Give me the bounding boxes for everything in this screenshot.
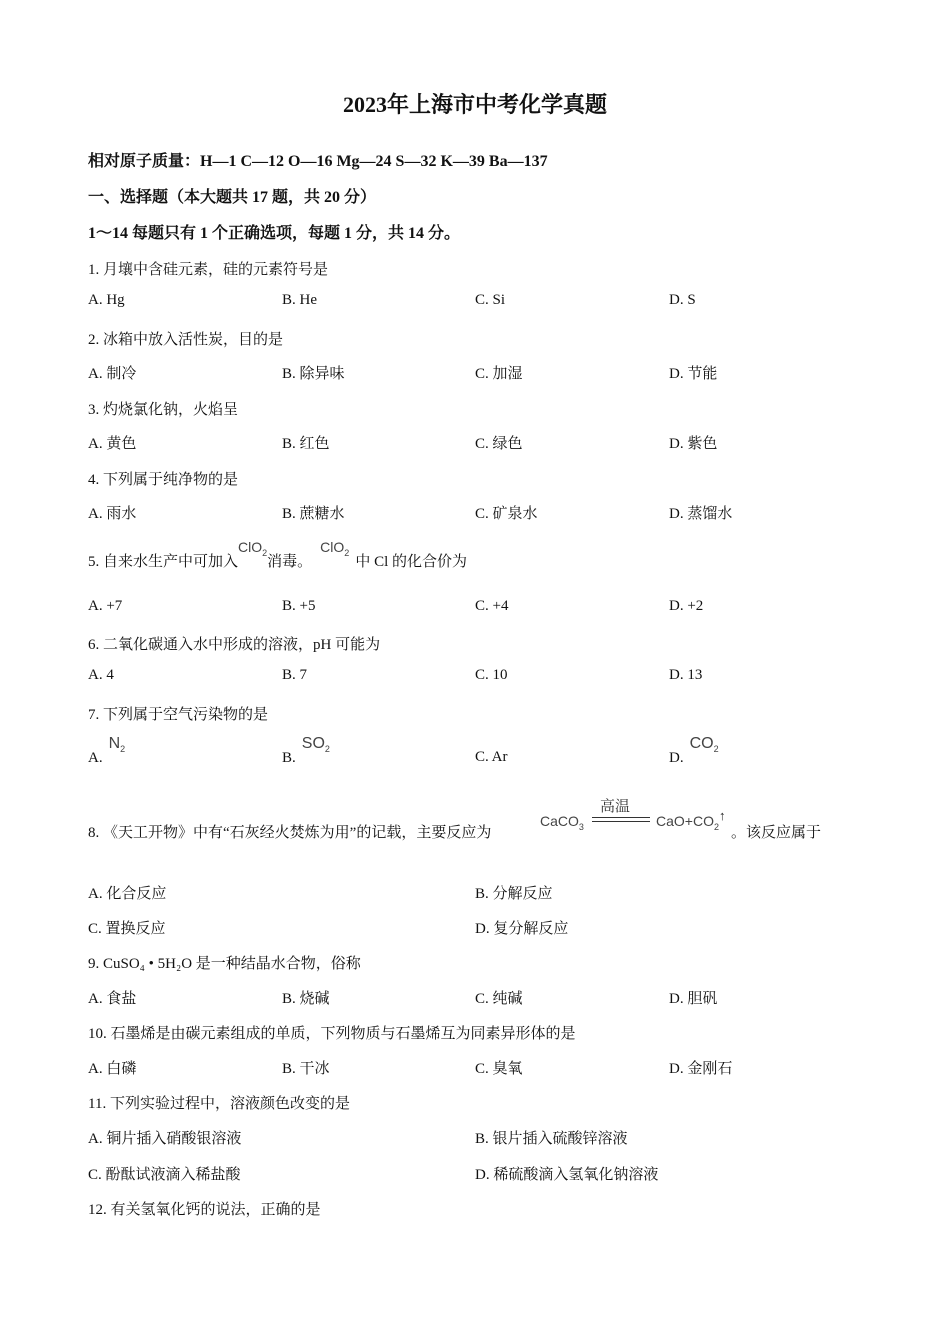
- gas-arrow-icon: ↑: [718, 808, 726, 823]
- chemical-formula: $CO_2$: [689, 735, 719, 754]
- option-b: B. +5: [282, 598, 316, 614]
- section-heading: 一、选择题（本大题共 17 题，共 20 分）: [88, 189, 377, 206]
- option-b: B. 烧碱: [282, 991, 330, 1007]
- question-stem: 11. 下列实验过程中，溶液颜色改变的是: [88, 1096, 350, 1112]
- option-b: B. 除异味: [282, 366, 345, 382]
- option-c: C. 酚酞试液滴入稀盐酸: [88, 1167, 241, 1183]
- option-d: D. 13: [669, 667, 703, 683]
- option-c: C. 矿泉水: [475, 506, 538, 522]
- option-d: D. 胆矾: [669, 991, 718, 1007]
- question-stem: 2. 冰箱中放入活性炭，目的是: [88, 332, 284, 348]
- option-a: A. Hg: [88, 292, 125, 308]
- option-a: A. 黄色: [88, 436, 137, 452]
- option-d: D. 金刚石: [669, 1061, 733, 1077]
- option-a: A. +7: [88, 598, 123, 614]
- question-stem: 4. 下列属于纯净物的是: [88, 472, 239, 488]
- option-d: D. 节能: [669, 366, 718, 382]
- reaction-condition: 高温: [600, 798, 631, 815]
- option-a: $A.N_2$: [88, 735, 126, 766]
- option-a: A. 化合反应: [88, 886, 167, 902]
- option-a: A. 制冷: [88, 366, 137, 382]
- question-stem: 6. 二氧化碳通入水中形成的溶液，pH 可能为: [88, 637, 381, 653]
- question-stem: 3. 灼烧氯化钠，火焰呈: [88, 402, 239, 418]
- stem-text: 消毒。: [267, 554, 313, 570]
- option-d: D. S: [669, 292, 696, 308]
- option-c: C. +4: [475, 598, 509, 614]
- option-d: D. 复分解反应: [475, 921, 569, 937]
- chemical-formula: $SO_2$: [301, 735, 330, 754]
- option-a: A. 雨水: [88, 506, 137, 522]
- option-d: D. 稀硫酸滴入氢氧化钠溶液: [475, 1167, 659, 1183]
- option-c: C. Ar: [475, 749, 508, 765]
- option-d: D. +2: [669, 598, 704, 614]
- option-b: B. 红色: [282, 436, 330, 452]
- question-stem: 9. CuSO₄ • 5H₂O 是一种结晶水合物，俗称: [88, 956, 361, 972]
- option-c: C. 绿色: [475, 436, 523, 452]
- question-stem: [88, 539, 467, 572]
- option-d: D. 紫色: [669, 436, 718, 452]
- stem-text: 。该反应属于: [731, 825, 822, 841]
- chemical-formula: $N_2$: [108, 735, 126, 754]
- option-a: A. 食盐: [88, 991, 137, 1007]
- option-b: B. 银片插入硫酸锌溶液: [475, 1131, 628, 1147]
- option-b: $B.SO_2$: [282, 735, 330, 766]
- chemical-formula: ClO$_2$: [320, 539, 350, 558]
- stem-text: 中 Cl 的化合价为: [355, 554, 467, 570]
- question-stem: 12. 有关氢氧化钙的说法，正确的是: [88, 1202, 321, 1218]
- chemical-formula: ClO$_2$: [238, 539, 268, 558]
- question-stem: 1. 月壤中含硅元素，硅的元素符号是: [88, 262, 329, 278]
- option-b: B. 分解反应: [475, 886, 553, 902]
- option-b: B. He: [282, 292, 317, 308]
- option-d: D. 蒸馏水: [669, 506, 733, 522]
- option-b: B. 蔗糖水: [282, 506, 345, 522]
- reaction-equals-sign: [592, 817, 650, 822]
- option-c: C. 纯碱: [475, 991, 523, 1007]
- option-a: A. 4: [88, 667, 114, 683]
- sub-heading: 1～14 每题只有 1 个正确选项，每题 1 分，共 14 分。: [88, 225, 461, 242]
- reactant-formula: CaCO$_3$: [540, 813, 584, 832]
- option-a: A. 铜片插入硝酸银溶液: [88, 1131, 242, 1147]
- option-b: B. 干冰: [282, 1061, 330, 1077]
- option-c: C. 置换反应: [88, 921, 166, 937]
- question-stem: 7. 下列属于空气污染物的是: [88, 707, 269, 723]
- page-title: 2023年上海市中考化学真题: [342, 92, 607, 117]
- option-d: $D.CO_2$: [669, 735, 719, 766]
- stem-text: 5. 自来水生产中可加入: [88, 554, 239, 570]
- question-stem: 8. 《天工开物》中有“石灰经火焚炼为用”的记载，主要反应为: [88, 825, 492, 841]
- option-b: B. 7: [282, 667, 308, 683]
- option-c: C. 臭氧: [475, 1061, 523, 1077]
- option-a: A. 白磷: [88, 1061, 137, 1077]
- atomic-masses: 相对原子质量：H—1 C—12 O—16 Mg—24 S—32 K—39 Ba—137: [88, 153, 548, 170]
- option-c: C. Si: [475, 292, 506, 308]
- question-stem: 10. 石墨烯是由碳元素组成的单质，下列物质与石墨烯互为同素异形体的是: [88, 1026, 576, 1042]
- option-c: C. 10: [475, 667, 508, 683]
- product-formula: $CaO+CO_2↑$: [656, 808, 726, 832]
- option-c: C. 加湿: [475, 366, 523, 382]
